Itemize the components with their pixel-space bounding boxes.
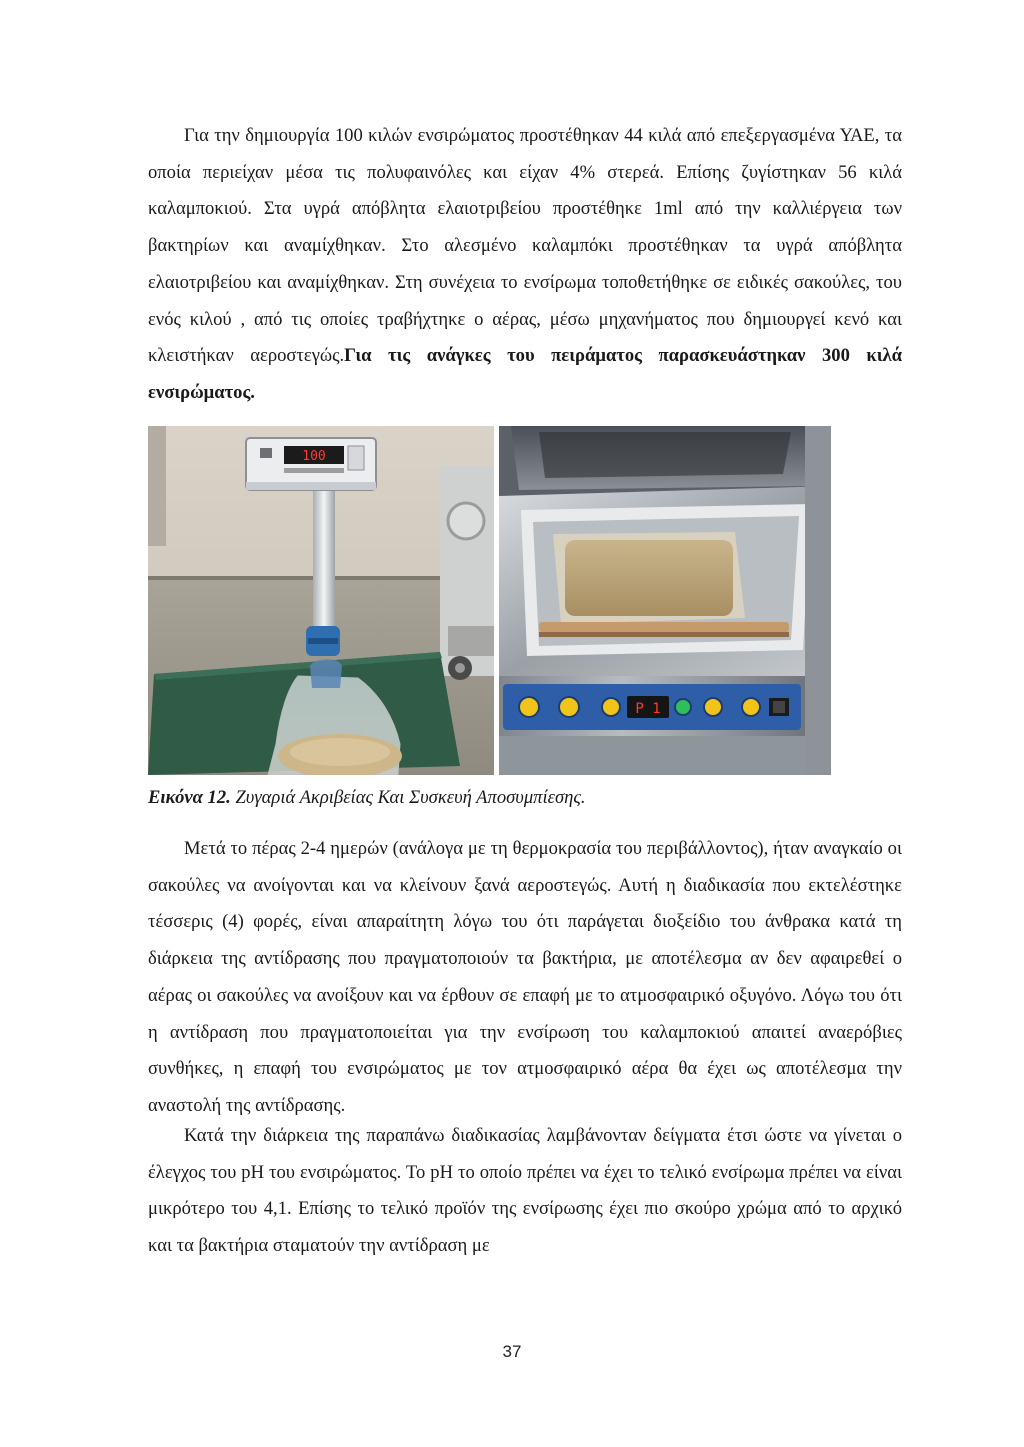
paragraph-bold-sentence: Για τις ανάγκες του πειράματος παρασκευάστηκαν 300 κιλά ενσιρώματος. [148, 345, 902, 403]
paragraph-text: Για την δημιουργία 100 κιλών ενσιρώματος προστέθηκαν 44 κιλά από επεξεργασμένα ΥΑΕ, τα οποία περιείχαν μέσα τις πολυφαινόλες και είχαν 4% στερεά. Επίσης ζυγίστηκαν 56 κιλά καλαμποκιού. Στα υγρά απόβλητα ελαιοτριβείου προστέθηκε 1ml από την καλλιέργεια των βακτηρίων και αναμίχθηκαν. Στο αλεσμένο καλαμπόκι προστέθηκαν τα υγρά απόβλητα ελαιοτριβείου και αναμίχθηκαν. Στη συνέχεια το ενσίρωμα τοποθετήθηκε σε ειδικές σακούλες, του ενός κιλού , από τις οποίες τραβήχτηκε ο αέρας, μέσω μηχανήματος που δημιουργεί κενό και κλειστήκαν αεροστεγώς. [148, 125, 902, 367]
vacuum-sealer-photo [499, 426, 831, 775]
scale-display-readout: 100 [302, 449, 326, 464]
vacuum-display-readout: P 1 [635, 701, 661, 717]
figure-12 [148, 426, 831, 775]
paragraph-bag-reopening: Μετά το πέρας 2-4 ημερών (ανάλογα με τη θερμοκρασία του περιβάλλοντος), ήταν αναγκαίο οι σακούλες να ανοίγονται και να κλείνουν ξανά αεροστεγώς. Αυτή η διαδικασία που εκτελέστηκε τέσσερις (4) φορές, είναι απαραίτητη λόγω του ότι παράγεται διοξείδιο του άνθρακα κατά τη διάρκεια της αντίδρασης που πραγματοποιούν τα βακτήρια, με αποτέλεσμα αν δεν αφαιρεθεί ο αέρας οι σακούλες να ανοίξουν και να έρθουν σε επαφή με το ατμοσφαιρικό οξυγόνο. Λόγω του ότι η αντίδραση που πραγματοποιείται για την ενσίρωση του καλαμποκιού απαιτεί αναερόβιες συνθήκες, η επαφή του ενσιρώματος με τον ατμοσφαιρικό αέρα θα έχει ως αποτέλεσμα την αναστολή της αντίδρασης. [148, 838, 902, 1116]
figure-caption [148, 784, 586, 812]
paragraph-silage-preparation [148, 118, 902, 412]
caption-text: Ζυγαριά Ακριβείας Και Συσκευή Αποσυμπίεσης. [230, 787, 586, 808]
caption-label: Εικόνα 12. [148, 787, 231, 808]
paragraph-ph-control: Κατά την διάρκεια της παραπάνω διαδικασίας λαμβάνονταν δείγματα έτσι ώστε να γίνεται ο έλεγχος του pH του ενσιρώματος. Το pH το οποίο πρέπει να έχει το τελικό ενσίρωμα πρέπει να είναι μικρότερο του 4,1. Επίσης το τελικό προϊόν της ενσίρωσης έχει πιο σκούρο χρώμα από το αρχικό και τα βακτήρια σταματούν την αντίδραση με [148, 1125, 902, 1257]
precision-scale-image [148, 426, 494, 775]
page-number: 37 [502, 1342, 522, 1361]
precision-scale-photo [148, 426, 494, 775]
vacuum-sealer-image [499, 426, 831, 775]
